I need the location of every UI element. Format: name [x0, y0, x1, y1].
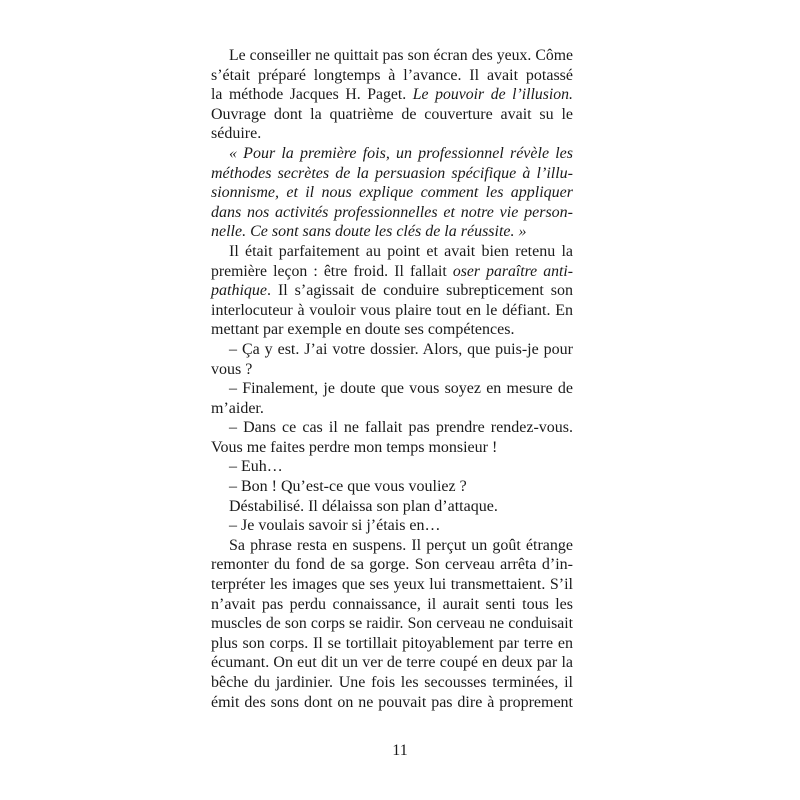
text-segment: – Finalement, je doute que vous soyez en mesure de	[229, 380, 573, 398]
text-line	[211, 85, 573, 105]
text-segment: terpréter les images que ses yeux lui transmettaient. S’il	[211, 576, 573, 594]
text-segment: n’avait pas perdu connaissance, il aurait senti tous les	[211, 595, 573, 613]
text-line	[211, 477, 573, 497]
text-line	[211, 340, 573, 360]
text-line	[211, 418, 573, 438]
text-segment: remonter du fond de sa gorge. Son cerveau arrêta d’in-	[211, 556, 573, 574]
text-segment: muscles de son corps se raidir. Son cerveau ne conduisait	[211, 615, 573, 633]
text-segment: interlocuteur à vouloir vous plaire tout en le défiant. En	[211, 301, 573, 319]
text-line	[211, 614, 573, 634]
italic-text-segment: méthodes secrètes de la persuasion spécifique à l’illu-	[211, 164, 573, 182]
text-line	[211, 653, 573, 673]
text-segment: Sa phrase resta en suspens. Il perçut un goût étrange	[229, 536, 573, 554]
text-line	[211, 183, 573, 203]
text-line	[211, 399, 573, 419]
italic-text-segment: nelle. Ce sont sans doute les clés de la réussite. »	[211, 223, 527, 241]
text-segment: Déstabilisé. Il délaissa son plan d’attaque.	[229, 497, 498, 515]
text-line	[211, 262, 573, 282]
italic-text-segment: Le pouvoir de l’illusion.	[412, 86, 573, 104]
text-line	[211, 66, 573, 86]
text-line	[211, 693, 573, 713]
text-line	[211, 438, 573, 458]
text-segment: émit des sons dont on ne pouvait pas dire à proprement	[211, 693, 573, 711]
text-segment: m’aider.	[211, 399, 264, 417]
text-line	[211, 320, 573, 340]
text-line	[211, 379, 573, 399]
text-line	[211, 144, 573, 164]
text-segment: – Ça y est. J’ai votre dossier. Alors, que puis-je pour	[229, 340, 573, 358]
page-number: 11	[392, 742, 408, 759]
text-line	[211, 164, 573, 184]
text-line	[211, 281, 573, 301]
text-line	[211, 457, 573, 477]
text-segment: première leçon : être froid. Il fallait	[211, 262, 453, 280]
text-segment: – Dans ce cas il ne fallait pas prendre rendez-vous.	[229, 419, 573, 437]
text-line	[211, 516, 573, 536]
text-line	[211, 634, 573, 654]
italic-text-segment: sionnisme, et il nous explique comment les appliquer	[211, 184, 573, 202]
italic-text-segment: dans nos activités professionnelles et notre vie person-	[211, 203, 573, 221]
text-line	[211, 536, 573, 556]
text-segment: séduire.	[211, 125, 262, 143]
text-segment: s’était préparé longtemps à l’avance. Il avait potassé	[211, 66, 573, 84]
text-line	[211, 124, 573, 144]
text-line	[211, 555, 573, 575]
text-line	[211, 575, 573, 595]
italic-text-segment: « Pour la première fois, un professionnel révèle les	[229, 144, 573, 162]
text-line	[211, 222, 573, 242]
text-segment: Vous me faites perdre mon temps monsieur !	[211, 438, 498, 456]
text-segment: – Bon ! Qu’est-ce que vous vouliez ?	[229, 478, 467, 496]
text-segment: – Euh…	[229, 458, 283, 476]
text-line	[211, 203, 573, 223]
page-body	[211, 46, 573, 712]
text-segment: bêche du jardinier. Une fois les secousses terminées, il	[211, 674, 573, 691]
text-segment: Le conseiller ne quittait pas son écran des yeux. Côme	[229, 47, 573, 64]
text-line	[211, 595, 573, 615]
text-segment: écumant. On eut dit un ver de terre coupé en deux par la	[211, 654, 573, 672]
text-line	[211, 105, 573, 125]
text-segment: mettant par exemple en doute ses compétences.	[211, 321, 515, 339]
text-segment: plus son corps. Il se tortillait pitoyablement par terre en	[211, 634, 573, 652]
text-segment: la méthode Jacques H. Paget.	[211, 86, 413, 104]
text-line	[211, 673, 573, 693]
text-line	[211, 301, 573, 321]
text-segment: – Je voulais savoir si j’étais en…	[229, 517, 441, 535]
text-line	[211, 242, 573, 262]
text-line	[211, 46, 573, 66]
text-segment: vous ?	[211, 360, 253, 378]
text-line	[211, 360, 573, 380]
text-segment: Il était parfaitement au point et avait bien retenu la	[229, 242, 573, 260]
italic-text-segment: oser paraître anti-	[452, 262, 573, 280]
text-segment: Ouvrage dont la quatrième de couverture avait su le	[211, 105, 573, 123]
text-line	[211, 497, 573, 517]
text-segment: . Il s’agissait de conduire subrepticement son	[267, 282, 573, 300]
italic-text-segment: pathique	[211, 282, 267, 300]
